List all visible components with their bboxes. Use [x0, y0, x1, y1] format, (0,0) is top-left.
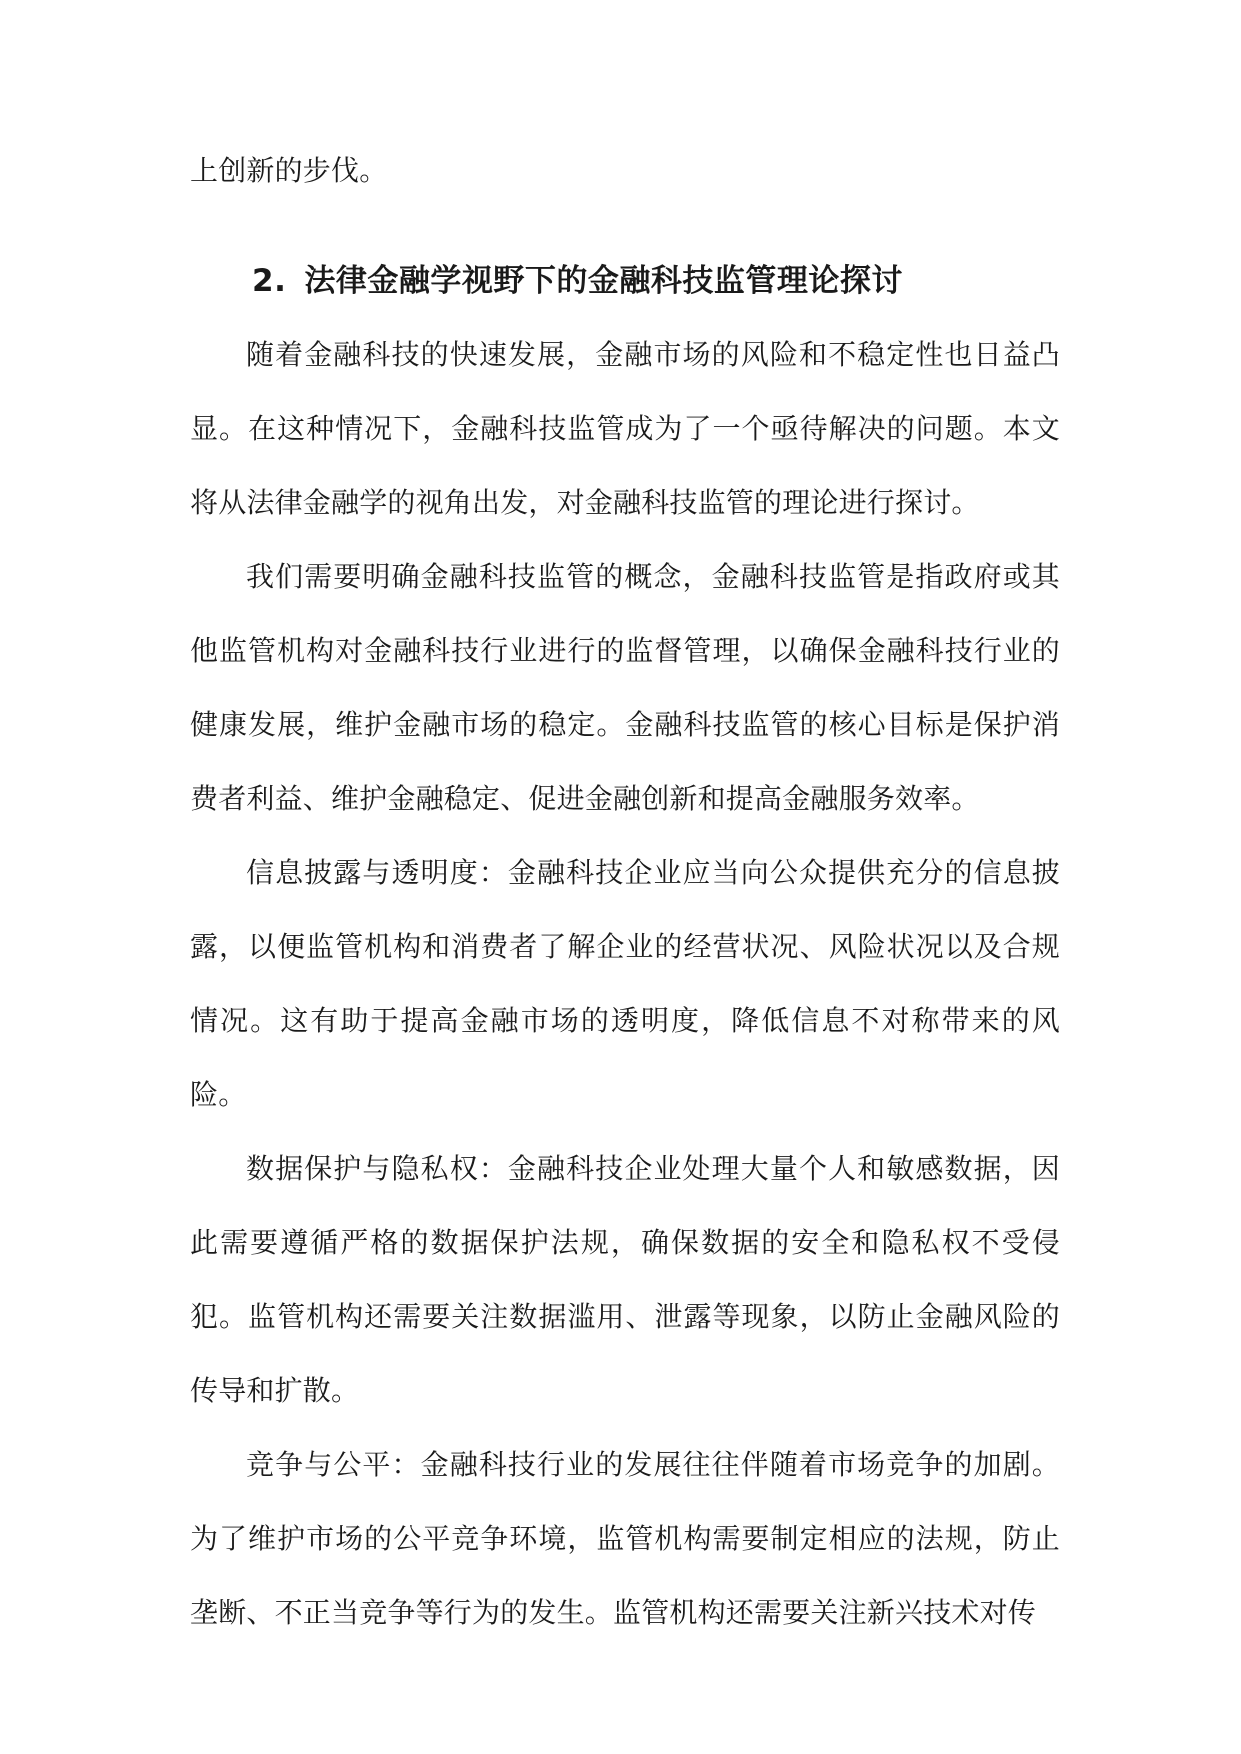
paragraph-data-protection: 数据保护与隐私权：金融科技企业处理大量个人和敏感数据，因此需要遵循严格的数据保护法规，确保数据的安全和隐私权不受侵犯。监管机构还需要关注数据滥用、泄露等现象，以防止金融风险的传导和扩散。: [190, 1152, 1060, 1407]
lead-fragment: 上创新的步伐。: [190, 154, 388, 187]
paragraph-disclosure: 信息披露与透明度：金融科技企业应当向公众提供充分的信息披露，以便监管机构和消费者了解企业的经营状况、风险状况以及合规情况。这有助于提高金融市场的透明度，降低信息不对称带来的风险。: [190, 856, 1060, 1111]
paragraph-intro: 随着金融科技的快速发展，金融市场的风险和不稳定性也日益凸显。在这种情况下，金融科技监管成为了一个亟待解决的问题。本文将从法律金融学的视角出发，对金融科技监管的理论进行探讨。: [190, 338, 1060, 519]
paragraph-concept: 我们需要明确金融科技监管的概念，金融科技监管是指政府或其他监管机构对金融科技行业进行的监督管理，以确保金融科技行业的健康发展，维护金融市场的稳定。金融科技监管的核心目标是保护消费者利益、维护金融稳定、促进金融创新和提高金融服务效率。: [190, 560, 1060, 815]
section-heading: [190, 244, 1060, 318]
document-body: [190, 134, 1060, 1650]
section-title: 法律金融学视野下的金融科技监管理论探讨: [304, 263, 903, 299]
section-number: 2.: [252, 263, 287, 299]
paragraph-competition: 竞争与公平：金融科技行业的发展往往伴随着市场竞争的加剧。为了维护市场的公平竞争环境，监管机构需要制定相应的法规，防止垄断、不正当竞争等行为的发生。监管机构还需要关注新兴技术对传: [190, 1448, 1060, 1629]
